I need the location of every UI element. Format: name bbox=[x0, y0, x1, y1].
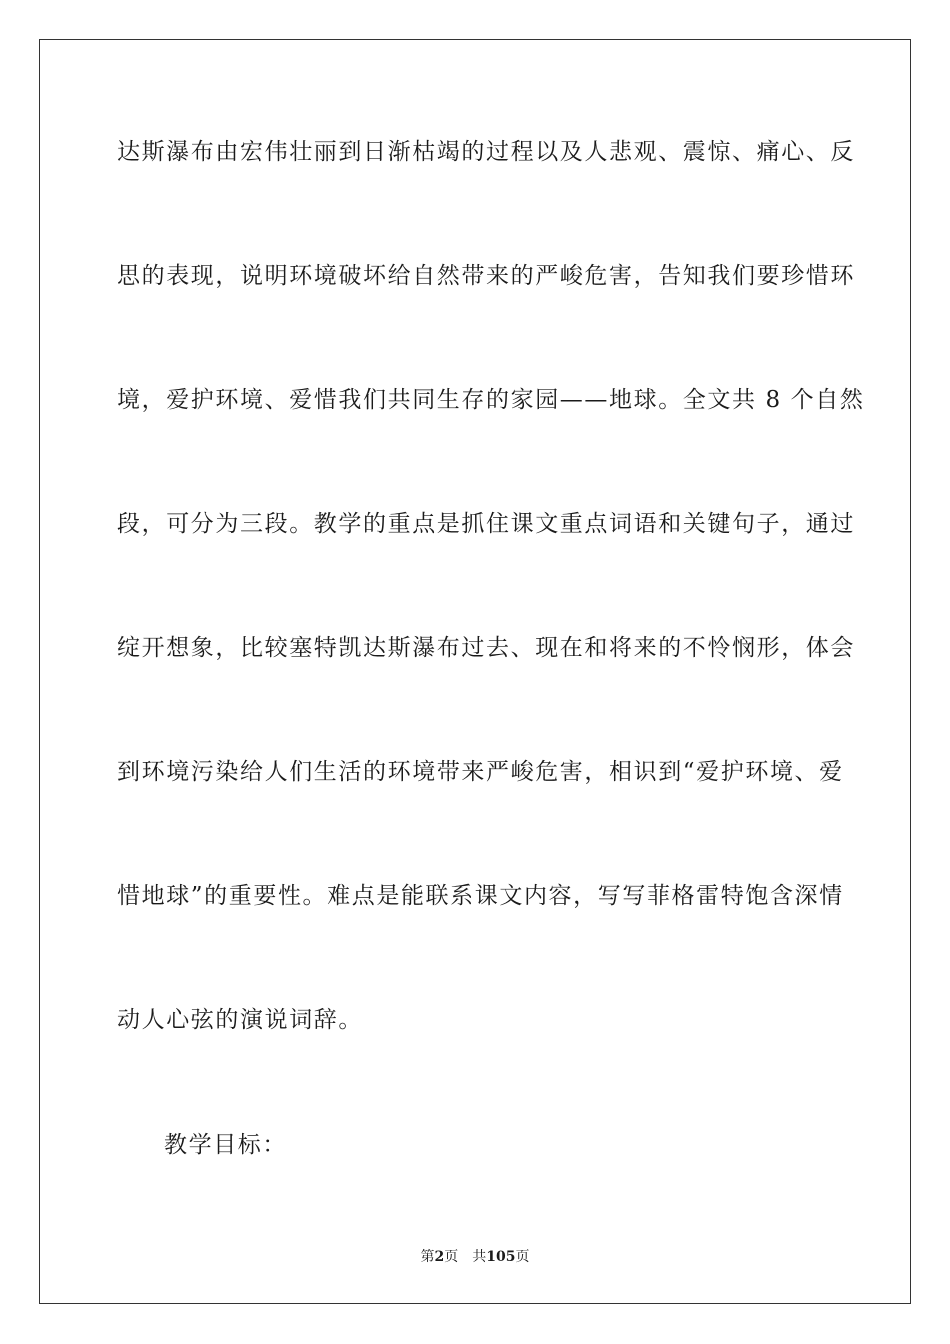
paragraph-line-4: 段，可分为三段。教学的重点是抓住课文重点词语和关键句子，通过 bbox=[117, 511, 855, 537]
footer-total-prefix: 共 bbox=[472, 1249, 487, 1265]
page-border bbox=[39, 39, 911, 1304]
paragraph-line-1: 达斯瀑布由宏伟壮丽到日渐枯竭的过程以及人悲观、震惊、痛心、反 bbox=[117, 139, 855, 165]
footer-total-suffix: 页 bbox=[515, 1249, 530, 1265]
footer-page-suffix: 页 bbox=[444, 1249, 459, 1265]
page-footer bbox=[0, 1248, 950, 1266]
paragraph-line-6: 到环境污染给人们生活的环境带来严峻危害，相识到“爱护环境、爱 bbox=[117, 759, 844, 785]
paragraph-line-5: 绽开想象，比较塞特凯达斯瀑布过去、现在和将来的不怜悯形，体会 bbox=[117, 635, 855, 661]
section-heading: 教学目标： bbox=[164, 1132, 287, 1158]
footer-total-pages: 105 bbox=[486, 1249, 516, 1265]
footer-page-prefix: 第 bbox=[420, 1249, 435, 1265]
paragraph-line-3: 境，爱护环境、爱惜我们共同生存的家园——地球。全文共 8 个自然 bbox=[117, 387, 865, 413]
paragraph-line-7: 惜地球”的重要性。难点是能联系课文内容，写写菲格雷特饱含深情 bbox=[117, 883, 844, 909]
paragraph-line-8: 动人心弦的演说词辞。 bbox=[117, 1007, 363, 1033]
footer-page-number: 2 bbox=[434, 1249, 445, 1265]
paragraph-line-2: 思的表现，说明环境破坏给自然带来的严峻危害，告知我们要珍惜环 bbox=[117, 263, 855, 289]
